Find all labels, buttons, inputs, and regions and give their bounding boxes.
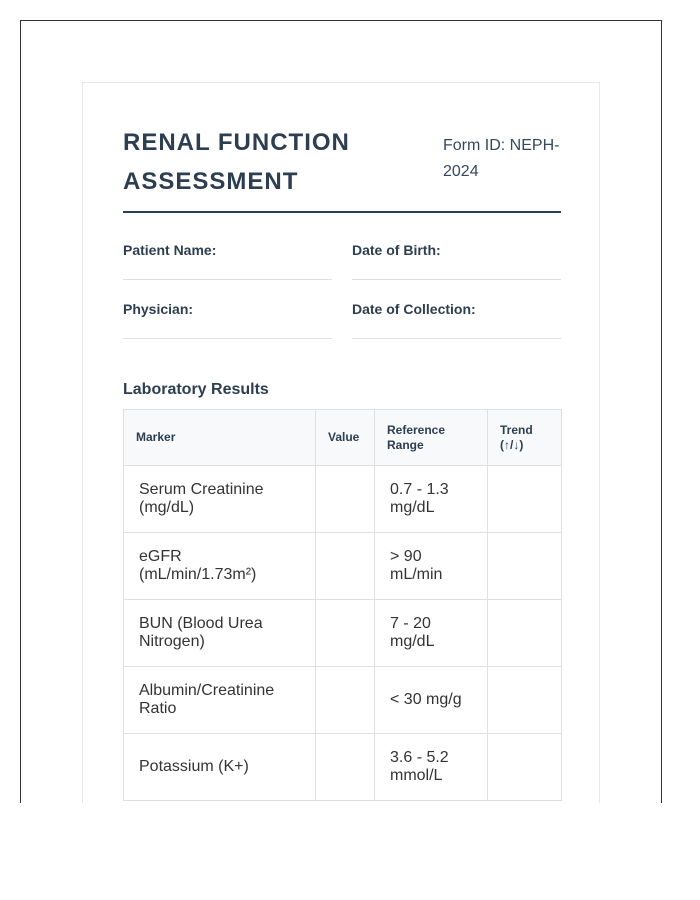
trend-cell[interactable] xyxy=(488,533,562,600)
form-header xyxy=(123,123,561,213)
trend-cell[interactable] xyxy=(488,600,562,667)
value-cell[interactable] xyxy=(316,600,375,667)
patient-name-label: Patient Name: xyxy=(123,242,217,258)
date-of-birth-label: Date of Birth: xyxy=(352,242,441,258)
document-viewport xyxy=(20,20,662,803)
reference-cell: < 30 mg/g xyxy=(375,667,488,734)
marker-cell: Serum Creatinine (mg/dL) xyxy=(124,466,316,533)
date-of-collection-field[interactable] xyxy=(352,294,561,339)
form-id: Form ID: NEPH-2024 xyxy=(443,137,560,180)
date-of-collection-label: Date of Collection: xyxy=(352,301,476,317)
reference-column-header: Reference Range xyxy=(375,410,488,466)
table-row xyxy=(124,533,562,600)
table-row xyxy=(124,466,562,533)
value-cell[interactable] xyxy=(316,734,375,801)
reference-cell: > 90 mL/min xyxy=(375,533,488,600)
marker-cell: Albumin/Creatinine Ratio xyxy=(124,667,316,734)
table-row xyxy=(124,600,562,667)
trend-cell[interactable] xyxy=(488,466,562,533)
reference-cell: 0.7 - 1.3 mg/dL xyxy=(375,466,488,533)
form-sheet xyxy=(82,82,600,803)
physician-label: Physician: xyxy=(123,301,194,317)
value-column-header: Value xyxy=(316,410,375,466)
table-header-row xyxy=(124,410,562,466)
trend-cell[interactable] xyxy=(488,734,562,801)
marker-column-header: Marker xyxy=(124,410,316,466)
physician-field[interactable] xyxy=(123,294,332,339)
table-row xyxy=(124,667,562,734)
lab-results-title: Laboratory Results xyxy=(123,381,269,398)
lab-results-table xyxy=(123,409,562,801)
form-title: RENAL FUNCTION ASSESSMENT xyxy=(123,129,350,195)
value-cell[interactable] xyxy=(316,533,375,600)
value-cell[interactable] xyxy=(316,667,375,734)
trend-cell[interactable] xyxy=(488,667,562,734)
marker-cell: BUN (Blood Urea Nitrogen) xyxy=(124,600,316,667)
trend-column-header: Trend (↑/↓) xyxy=(488,410,562,466)
table-row xyxy=(124,734,562,801)
marker-cell: Potassium (K+) xyxy=(124,734,316,801)
patient-name-field[interactable] xyxy=(123,235,332,280)
value-cell[interactable] xyxy=(316,466,375,533)
marker-cell: eGFR (mL/min/1.73m²) xyxy=(124,533,316,600)
date-of-birth-field[interactable] xyxy=(352,235,561,280)
reference-cell: 3.6 - 5.2 mmol/L xyxy=(375,734,488,801)
reference-cell: 7 - 20 mg/dL xyxy=(375,600,488,667)
